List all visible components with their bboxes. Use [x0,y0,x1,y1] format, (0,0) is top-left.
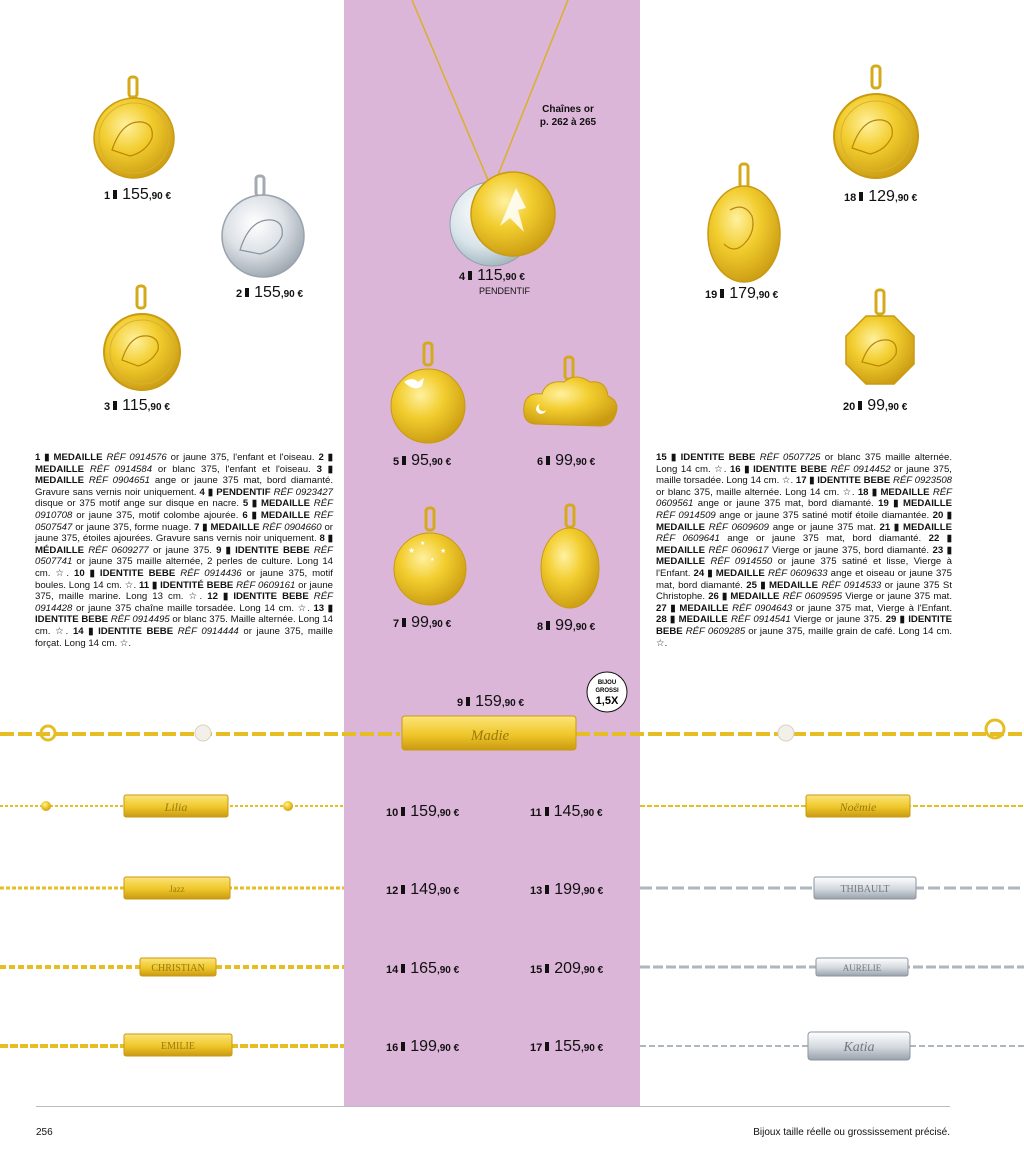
price-integer: 129 [868,188,895,205]
price-currency: € [594,1043,604,1054]
medal-3 [104,286,180,390]
svg-text:★: ★ [440,547,447,555]
price-cents: ,90 [885,402,899,413]
svg-text:GROSSI: GROSSI [595,688,619,694]
desc-text: or blanc 375, l'enfant et l'oiseau. [157,463,317,475]
price-tag-17 [530,1039,603,1055]
price-number: 20 [843,401,856,413]
desc-ref: RÉF 0914509 [656,509,720,521]
price-integer: 145 [553,803,581,820]
desc-title: 20 ▮ MEDAILLE [656,509,952,533]
medal-5 [391,343,465,443]
price-number: 12 [386,885,399,897]
price-currency: € [450,886,460,897]
engraving-12: Jazz [169,884,185,894]
price-currency: € [908,193,918,204]
price-currency: € [586,622,596,633]
price-tag-9 [457,694,524,710]
medal-6 [524,357,617,426]
desc-text: ange or jaune 375 satiné motif étoile diamantée. [719,509,933,521]
desc-text: or jaune 375 St Christophe. [656,579,952,603]
desc-ref: RÉF 0609617 [708,544,772,556]
medal-20 [846,290,914,384]
desc-ref: RÉF 0914576 [106,452,171,463]
desc-title: 23 ▮ MEDAILLE [656,544,953,568]
desc-title: 10 ▮ IDENTITE BEBE [74,567,181,579]
price-separator [466,697,470,706]
price-integer: 165 [410,960,437,977]
desc-title: 2 ▮ MEDAILLE [35,452,333,475]
price-tag-19 [705,286,778,302]
price-number: 11 [530,807,542,819]
price-tag-14 [386,961,459,977]
desc-title: 16 ▮ IDENTITE BEBE [729,463,831,475]
price-integer: 155 [554,1038,581,1055]
price-number: 8 [537,621,544,633]
engraving-13: THIBAULT [840,884,890,895]
price-cents: ,90 [436,1043,451,1054]
desc-title: 3 ▮ MEDAILLE [35,463,334,487]
desc-title: 7 ▮ MEDAILLE [194,521,263,533]
price-cents: ,90 [436,808,451,819]
price-number: 14 [386,964,399,976]
desc-title: 5 ▮ MEDAILLE [242,498,314,510]
desc-ref: RÉF 0609641 [656,533,728,545]
price-currency: € [294,289,304,300]
price-cents: ,90 [436,886,451,897]
price-separator [402,456,406,465]
price-cents: ,90 [147,402,162,413]
price-separator [468,271,472,280]
price-integer: 159 [410,803,437,820]
price-tag-5 [393,453,451,469]
price-separator [545,807,549,816]
bracelet-17 [640,1032,1024,1060]
price-integer: 209 [554,960,581,977]
price-cents: ,90 [436,965,451,976]
price-cents: ,90 [428,457,443,468]
desc-text: Vierge or jaune 375, bord diamanté. [771,544,933,556]
price-separator [113,190,117,199]
price-number: 19 [705,289,718,301]
price-cents: ,90 [580,1043,595,1054]
price-separator [720,289,724,298]
price-integer: 99 [411,614,429,631]
price-separator [245,288,249,297]
bracelet-11 [640,795,1024,817]
desc-text: or jaune 375, motif boules. Long 14 cm. ☆. [35,567,333,591]
desc-ref: RÉF 0609633 [767,567,831,579]
price-currency: € [594,965,604,976]
price-cents: ,90 [428,619,443,630]
desc-text: or blanc 375. Maille alternée. Long 14 cm. ☆. [35,614,333,637]
price-currency: € [769,290,779,301]
desc-title: 24 ▮ MEDAILLE [693,567,768,579]
desc-text: disque or 375 motif ange sur disque en nacre. [35,498,243,510]
engraving-9: Madie [470,728,510,744]
engraving-15: AURELIE [842,963,882,973]
desc-text: or jaune 375 satiné et lisse, Vierge à l'Enfant. [656,556,953,579]
desc-title: 22 ▮ MEDAILLE [656,533,952,556]
desc-title: 11 ▮ IDENTITÉ BEBE [139,579,237,591]
price-tag-13 [530,882,603,898]
price-currency: € [898,402,908,413]
bracelet-16 [0,1034,344,1056]
price-tag-6 [537,453,595,469]
price-cents: ,90 [572,457,587,468]
price-integer: 149 [410,881,437,898]
desc-ref: RÉF 0914550 [710,556,778,568]
desc-ref: RÉF 0923427 [273,486,333,498]
price-separator [401,807,405,816]
price-number: 1 [104,190,111,202]
desc-title: 4 ▮ PENDENTIF [199,486,274,498]
price-number: 9 [457,697,464,709]
desc-ref: RÉF 0914541 [731,614,795,626]
price-tag-18 [844,189,917,205]
price-number: 16 [386,1042,399,1054]
desc-title: 8 ▮ MÉDAILLE [35,533,334,556]
desc-title: 29 ▮ IDENTITE BEBE [656,614,952,637]
price-cents: ,90 [280,289,295,300]
desc-title: 19 ▮ MEDAILLE [878,498,952,510]
price-separator [858,401,862,410]
price-currency: € [450,808,460,819]
desc-text: or jaune 375, maille forçat. Long 14 cm. ☆. [35,625,333,649]
price-tag-16 [386,1039,459,1055]
desc-ref: RÉF 0904651 [88,475,155,487]
desc-title: 9 ▮ IDENTITE BEBE [216,544,314,556]
desc-title: 21 ▮ MEDAILLE [879,521,952,533]
price-number: 13 [530,885,543,897]
desc-ref: RÉF 0507741 [35,544,333,568]
medal-7 [394,508,466,605]
price-integer: 99 [867,397,886,414]
price-integer: 115 [122,397,148,414]
price-separator [545,885,549,894]
price-integer: 199 [410,1038,437,1055]
price-tag-12 [386,882,459,898]
price-currency: € [442,619,452,630]
price-number: 5 [393,456,400,468]
desc-ref: RÉF 0609285 [685,625,749,637]
desc-title: 15 ▮ IDENTITE BEBE [656,452,760,463]
desc-ref: RÉF 0609277 [88,544,153,556]
price-cents: ,90 [580,808,595,819]
price-tag-7 [393,615,451,631]
desc-ref: RÉF 0904643 [732,602,796,614]
chains-callout [534,103,602,129]
price-separator [546,621,550,630]
price-cents: ,90 [501,698,516,709]
price-number: 4 [459,271,466,283]
price-integer: 115 [477,267,503,284]
desc-ref: RÉF 0609161 [236,579,299,591]
price-cents: ,90 [580,965,595,976]
medal-1 [94,77,174,178]
description-left [35,452,333,649]
desc-text: or jaune 375 chaîne maille torsadée. Long 14 cm. ☆. [75,602,314,614]
price-cents: ,90 [580,886,595,897]
price-number: 2 [236,288,243,300]
price-tag-2 [236,285,303,301]
desc-text: ange or jaune 375 mat. [772,521,880,533]
desc-text: or jaune 375, maille grain de café. Long 14 cm. ☆. [656,625,952,649]
price-number: 17 [530,1042,543,1054]
desc-text: or jaune 375 mat, Vierge à l'Enfant. [795,602,952,614]
medal-18 [834,66,918,178]
svg-text:BIJOU: BIJOU [597,680,617,686]
desc-text: or jaune 375. [152,544,217,556]
price-currency: € [450,965,460,976]
desc-title: 14 ▮ IDENTITE BEBE [72,625,178,637]
desc-text: ange or jaune 375 mat, bord diamanté. Gravure sans vernis noir uniquement. [35,475,333,498]
price-currency: € [162,191,172,202]
bracelet-12 [0,877,344,899]
engraving-11: Noëmie [839,800,877,814]
price-integer: 95 [411,452,429,469]
bracelet-15 [640,958,1024,976]
desc-ref: RÉF 0609609 [708,521,773,533]
desc-ref: RÉF 0609561 [656,486,952,510]
desc-title: 6 ▮ MEDAILLE [242,509,314,521]
svg-text:1,5X: 1,5X [595,695,619,707]
price-tag-1 [104,187,171,203]
pendant-4 [412,0,568,266]
desc-text: ange or jaune 375 mat, bord diamanté. [727,533,929,545]
price-tag-10 [386,804,459,820]
price-separator [113,401,117,410]
svg-text:★: ★ [420,541,426,547]
desc-text: Vierge or jaune 375 mat. [845,591,952,603]
price-cents: ,90 [502,272,517,283]
price-separator [545,1042,549,1051]
engraving-16: EMILIE [161,1041,195,1052]
price-tag-11 [530,804,603,820]
price-separator [401,1042,405,1051]
price-cents: ,90 [894,193,909,204]
desc-ref: RÉF 0914428 [35,591,333,614]
bracelet-13 [640,877,1024,899]
desc-text: or jaune 375, forme nuage. [75,521,195,533]
price-tag-8 [537,618,595,634]
price-tag-20 [843,398,907,414]
desc-ref: RÉF 0914436 [180,567,247,579]
desc-ref: RÉF 0609595 [782,591,846,603]
price-integer: 155 [254,284,281,301]
price-number: 6 [537,456,544,468]
engraving-17: Katia [843,1040,875,1055]
price-number: 18 [844,192,857,204]
desc-text: or jaune 375 maille alternée, 2 perles de culture. Long 14 cm. ☆. [35,556,334,579]
medal-8 [541,505,599,608]
price-tag-3 [104,398,170,414]
footer-note: Bijoux taille réelle ou grossissement précisé. [753,1127,950,1138]
price-integer: 199 [554,881,581,898]
desc-text: ange or jaune 375 mat, bord diamanté. [697,498,879,510]
price-integer: 99 [555,617,573,634]
price-currency: € [450,1043,460,1054]
price-currency: € [442,457,452,468]
price-tag-15 [530,961,603,977]
price-currency: € [594,886,604,897]
svg-text:★: ★ [408,546,416,555]
price-number: 3 [104,401,111,413]
desc-ref: RÉF 0507547 [35,509,333,533]
medal-2 [222,176,304,277]
price-separator [401,964,405,973]
desc-title: 27 ▮ MEDAILLE [656,602,733,614]
desc-title: 18 ▮ MEDAILLE [857,486,933,498]
desc-title: 13 ▮ IDENTITE BEBE [35,602,333,626]
desc-ref: RÉF 0914533 [821,579,885,591]
price-separator [401,885,405,894]
price-number: 15 [530,964,543,976]
price-number: 10 [386,807,399,819]
price-integer: 99 [555,452,573,469]
price-currency: € [161,402,170,413]
desc-text: or jaune 375, l'enfant et l'oiseau. [170,452,319,463]
price-cents: ,90 [755,290,770,301]
desc-ref: RÉF 0904660 [262,521,325,533]
price-cents: ,90 [148,191,163,202]
price-number: 7 [393,618,400,630]
price-currency: € [516,272,525,283]
price-separator [859,192,863,201]
desc-text: or blanc 375 maille alternée. Long 14 cm. ☆. [656,452,952,475]
bracelet-9 [0,716,1024,750]
chains-callout-line2: p. 262 à 265 [539,117,597,128]
price-separator [402,618,406,627]
desc-text: or jaune 375, motif colombe ajourée. [76,509,243,521]
desc-text: or jaune 375, étoiles ajourées. Gravure sans vernis noir uniquement. [35,521,333,545]
desc-ref: RÉF 0914452 [830,463,895,475]
footer-divider [36,1106,950,1107]
page-number: 256 [36,1127,53,1138]
engraving-14: CHRISTIAN [151,963,205,974]
price-currency: € [594,808,603,819]
desc-text: ange et oiseau or jaune 375 mat, bord diamanté. [656,567,952,591]
price-currency: € [515,698,525,709]
desc-ref: RÉF 0923508 [892,475,952,487]
desc-title: 28 ▮ MEDAILLE [656,614,731,626]
desc-title: 17 ▮ IDENTITE BEBE [795,475,893,487]
desc-title: 25 ▮ MEDAILLE [746,579,822,591]
price-tag-4 [459,268,525,284]
bracelet-14 [0,958,344,976]
desc-ref: RÉF 0910708 [35,498,333,521]
desc-text: or blanc 375, maille alternée. Long 14 cm. ☆. [656,486,858,498]
price-integer: 179 [729,285,756,302]
pendant-subtitle: PENDENTIF [479,286,531,296]
engraving-10: Lilia [164,800,188,814]
price-integer: 155 [122,186,149,203]
desc-title: 12 ▮ IDENTITE BEBE [207,591,314,603]
price-separator [545,964,549,973]
svg-text:★: ★ [430,558,435,563]
desc-text: Vierge or jaune 375. [794,614,886,626]
price-cents: ,90 [572,622,587,633]
desc-ref: RÉF 0914444 [177,625,244,637]
price-separator [546,456,550,465]
desc-text: or jaune 375, maille marine. Long 13 cm. ☆. [35,579,333,603]
price-integer: 159 [475,693,502,710]
desc-title: 1 ▮ MEDAILLE [35,452,107,463]
bracelet-10 [0,795,344,817]
magnification-badge [587,672,627,712]
desc-ref: RÉF 0507725 [759,452,825,463]
desc-ref: RÉF 0914495 [110,614,173,626]
description-right [656,452,952,649]
medal-19 [708,164,780,282]
desc-ref: RÉF 0914584 [89,463,158,475]
desc-text: or jaune 375, maille torsadée. Long 14 cm. ☆. [656,463,952,487]
price-currency: € [586,457,596,468]
desc-title: 26 ▮ MEDAILLE [708,591,783,603]
chains-callout-line1: Chaînes or [542,104,594,115]
